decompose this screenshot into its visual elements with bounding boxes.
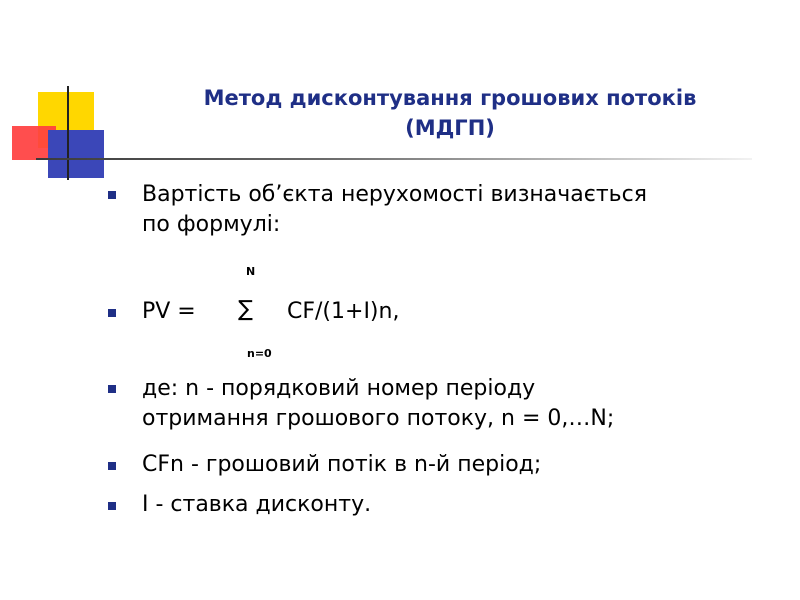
bullet-text-3-line1: де: n - порядковий номер періоду (142, 376, 536, 401)
formula-left: PV = (142, 299, 196, 324)
bullet-text-1-line2: по формулі: (142, 212, 281, 237)
formula-right: CF/(1+I)n, (287, 299, 400, 324)
bullet-marker-5 (108, 502, 116, 510)
bullet-text-3-line2: отримання грошового потоку, n = 0,…N; (142, 406, 615, 431)
slide-title-line1: Метод дисконтування грошових потоків (203, 86, 697, 110)
decor-blue-square (48, 130, 104, 178)
slide-title-line2: (МДГП) (405, 116, 495, 140)
sum-upper-limit: N (246, 265, 256, 278)
sum-lower-limit: n=0 (247, 347, 272, 360)
bullet-marker-4 (108, 462, 116, 470)
bullet-marker-1 (108, 191, 116, 199)
sum-symbol: ∑ (238, 297, 253, 322)
title-divider-line (36, 158, 752, 160)
slide-title (150, 83, 750, 143)
bullet-marker-2 (108, 309, 116, 317)
decor-vertical-line (67, 86, 69, 180)
bullet-text-4: CFn - грошовий потік в n-й період; (142, 452, 542, 477)
bullet-text-1-line1: Вартість об’єкта нерухомості визначається (142, 182, 647, 207)
bullet-text-5: I - ставка дисконту. (142, 492, 372, 517)
bullet-marker-3 (108, 385, 116, 393)
